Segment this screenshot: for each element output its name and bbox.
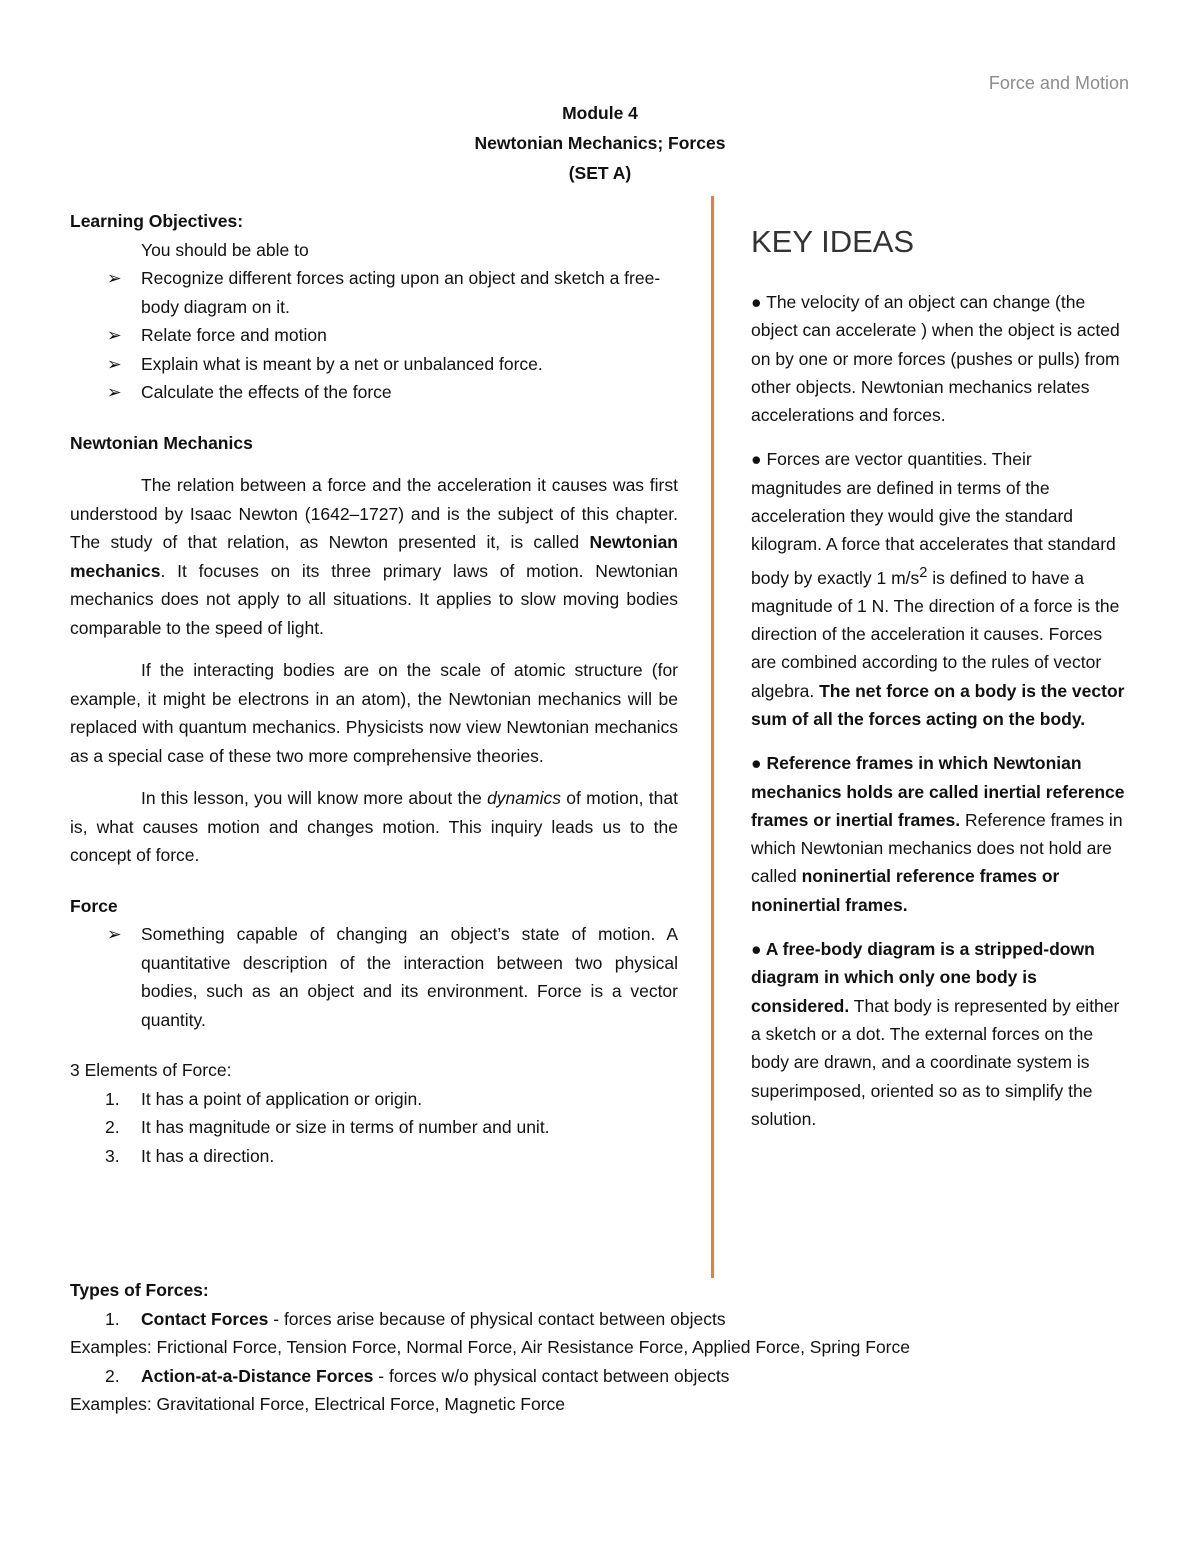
module-set: (SET A) xyxy=(568,163,632,183)
elements-list xyxy=(70,1085,678,1171)
type-name: Contact Forces xyxy=(141,1308,269,1329)
type-description: - forces arise because of physical contact between objects xyxy=(268,1308,726,1329)
type-name: Action-at-a-Distance Forces xyxy=(141,1365,374,1386)
objective-text: Recognize different forces acting upon an object and sketch a free-body diagram on it. xyxy=(141,268,661,317)
key-idea-bold: Reference frames in which Newtonian mechanics holds are called inertial reference frames or inertial frames. xyxy=(751,753,1125,830)
list-number: 2. xyxy=(105,1117,120,1137)
type-description: - forces w/o physical contact between objects xyxy=(373,1365,730,1386)
type-examples: Examples: Gravitational Force, Electrical Force, Magnetic Force xyxy=(70,1394,566,1414)
arrow-bullet-icon: ➢ xyxy=(107,353,122,374)
list-number: 1. xyxy=(105,1308,120,1329)
objectives-heading: Learning Objectives: xyxy=(70,211,244,231)
element-text: It has magnitude or size in terms of number and unit. xyxy=(141,1117,550,1137)
left-column xyxy=(70,207,678,1170)
objective-item xyxy=(70,378,678,407)
list-number: 3. xyxy=(105,1145,120,1166)
bold-term: Newtonian mechanics xyxy=(70,532,678,581)
arrow-bullet-icon: ➢ xyxy=(107,382,122,402)
type-item xyxy=(70,1362,1150,1391)
text-span: The relation between a force and the acceleration it causes was first understood by Isaac Newton (1642–1727) and is the subject of this chapter. The study of that relation, as Newton presented it, is called xyxy=(70,475,678,552)
element-item xyxy=(70,1142,678,1171)
key-idea-text: That body is represented by either a sketch or a dot. The external forces on the body are drawn, and a coordinate system is superimposed, oriented so as to simplify the solution. xyxy=(751,995,1120,1129)
bullet-dot-icon: ● xyxy=(751,449,762,470)
key-ideas-title: KEY IDEAS xyxy=(751,224,915,259)
key-ideas-sidebar xyxy=(751,222,1126,1149)
force-heading: Force xyxy=(70,895,118,916)
element-item xyxy=(70,1085,678,1114)
title-block xyxy=(0,98,1200,188)
text-span: . It focuses on its three primary laws of motion. Newtonian mechanics does not apply to all situations. It applies to slow moving bodies comparable to the speed of light. xyxy=(70,560,678,638)
key-idea-bold: noninertial reference frames or noninertial frames. xyxy=(751,866,1060,915)
element-item xyxy=(70,1113,678,1142)
objective-text: Calculate the effects of the force xyxy=(141,382,392,402)
newtonian-heading: Newtonian Mechanics xyxy=(70,432,253,453)
superscript: 2 xyxy=(919,564,928,581)
key-idea-text: Reference frames in which Newtonian mechanics does not hold are called xyxy=(751,809,1123,887)
key-idea-bold: The net force on a body is the vector sum of all the forces acting on the body. xyxy=(751,680,1125,729)
key-idea-item xyxy=(751,935,1126,1133)
newtonian-paragraph-1 xyxy=(70,471,678,642)
list-number: 1. xyxy=(105,1088,120,1109)
objective-item xyxy=(70,350,678,379)
module-title: Newtonian Mechanics; Forces xyxy=(474,133,726,153)
objectives-intro: You should be able to xyxy=(141,239,309,260)
arrow-bullet-icon: ➢ xyxy=(107,924,122,944)
element-text: It has a point of application or origin. xyxy=(141,1088,423,1109)
list-number: 2. xyxy=(105,1365,120,1386)
key-idea-text: Forces are vector quantities. Their magnitudes are defined in terms of the acceleration they would give the standard kilogram. A force that accelerates that standard body by exactly 1 m/s xyxy=(751,449,1116,588)
text-span: In this lesson, you will know more about the xyxy=(141,788,488,808)
type-item xyxy=(70,1305,1150,1334)
bullet-dot-icon: ● xyxy=(751,753,762,774)
types-of-forces xyxy=(70,1276,1150,1419)
column-divider xyxy=(711,196,714,1278)
types-heading: Types of Forces: xyxy=(70,1280,209,1300)
force-definition-list xyxy=(70,920,678,1034)
key-idea-item xyxy=(751,445,1126,733)
running-header: Force and Motion xyxy=(988,73,1129,93)
text-span: of motion, that is, what causes motion and changes motion. This inquiry leads us to the concept of force. xyxy=(70,788,678,865)
arrow-bullet-icon: ➢ xyxy=(107,268,122,288)
newtonian-paragraph-3 xyxy=(70,784,678,870)
element-text: It has a direction. xyxy=(141,1145,275,1166)
module-number: Module 4 xyxy=(562,103,638,123)
key-idea-text: The velocity of an object can change (the object can accelerate ) when the object is acted on by one or more forces (pushes or pulls) from other objects. Newtonian mechanics relates accelerations and forces. xyxy=(751,292,1120,426)
key-idea-item xyxy=(751,749,1126,919)
newtonian-paragraph-2: If the interacting bodies are on the scale of atomic structure (for example, it might be electrons in an atom), the Newtonian mechanics will be replaced with quantum mechanics. Physicists now view Newtonian mechanics as a special case of these two more comprehensive theories. xyxy=(70,660,678,766)
objective-item xyxy=(70,321,678,350)
bullet-dot-icon: ● xyxy=(751,939,762,960)
force-definition xyxy=(70,920,678,1034)
elements-heading: 3 Elements of Force: xyxy=(70,1060,232,1080)
key-idea-text: is defined to have a magnitude of 1 N. The direction of a force is the direction of the acceleration it causes. Forces are combined according to the rules of vector algebra. xyxy=(751,567,1120,701)
arrow-bullet-icon: ➢ xyxy=(107,325,122,345)
type-examples: Examples: Frictional Force, Tension Force, Normal Force, Air Resistance Force, Applied Force, Spring Force xyxy=(70,1337,910,1357)
bullet-dot-icon: ● xyxy=(751,292,762,312)
objective-text: Explain what is meant by a net or unbalanced force. xyxy=(141,353,543,374)
objective-text: Relate force and motion xyxy=(141,325,327,345)
objective-item xyxy=(70,264,678,321)
force-definition-text: Something capable of changing an object’s state of motion. A quantitative description of the interaction between two physical bodies, such as an object and its environment. Force is a vector quantity. xyxy=(141,924,678,1030)
objectives-list xyxy=(70,264,678,407)
italic-term: dynamics xyxy=(487,788,561,808)
key-idea-item xyxy=(751,288,1126,429)
key-idea-bold: A free-body diagram is a stripped-down diagram in which only one body is considered. xyxy=(751,939,1095,1016)
